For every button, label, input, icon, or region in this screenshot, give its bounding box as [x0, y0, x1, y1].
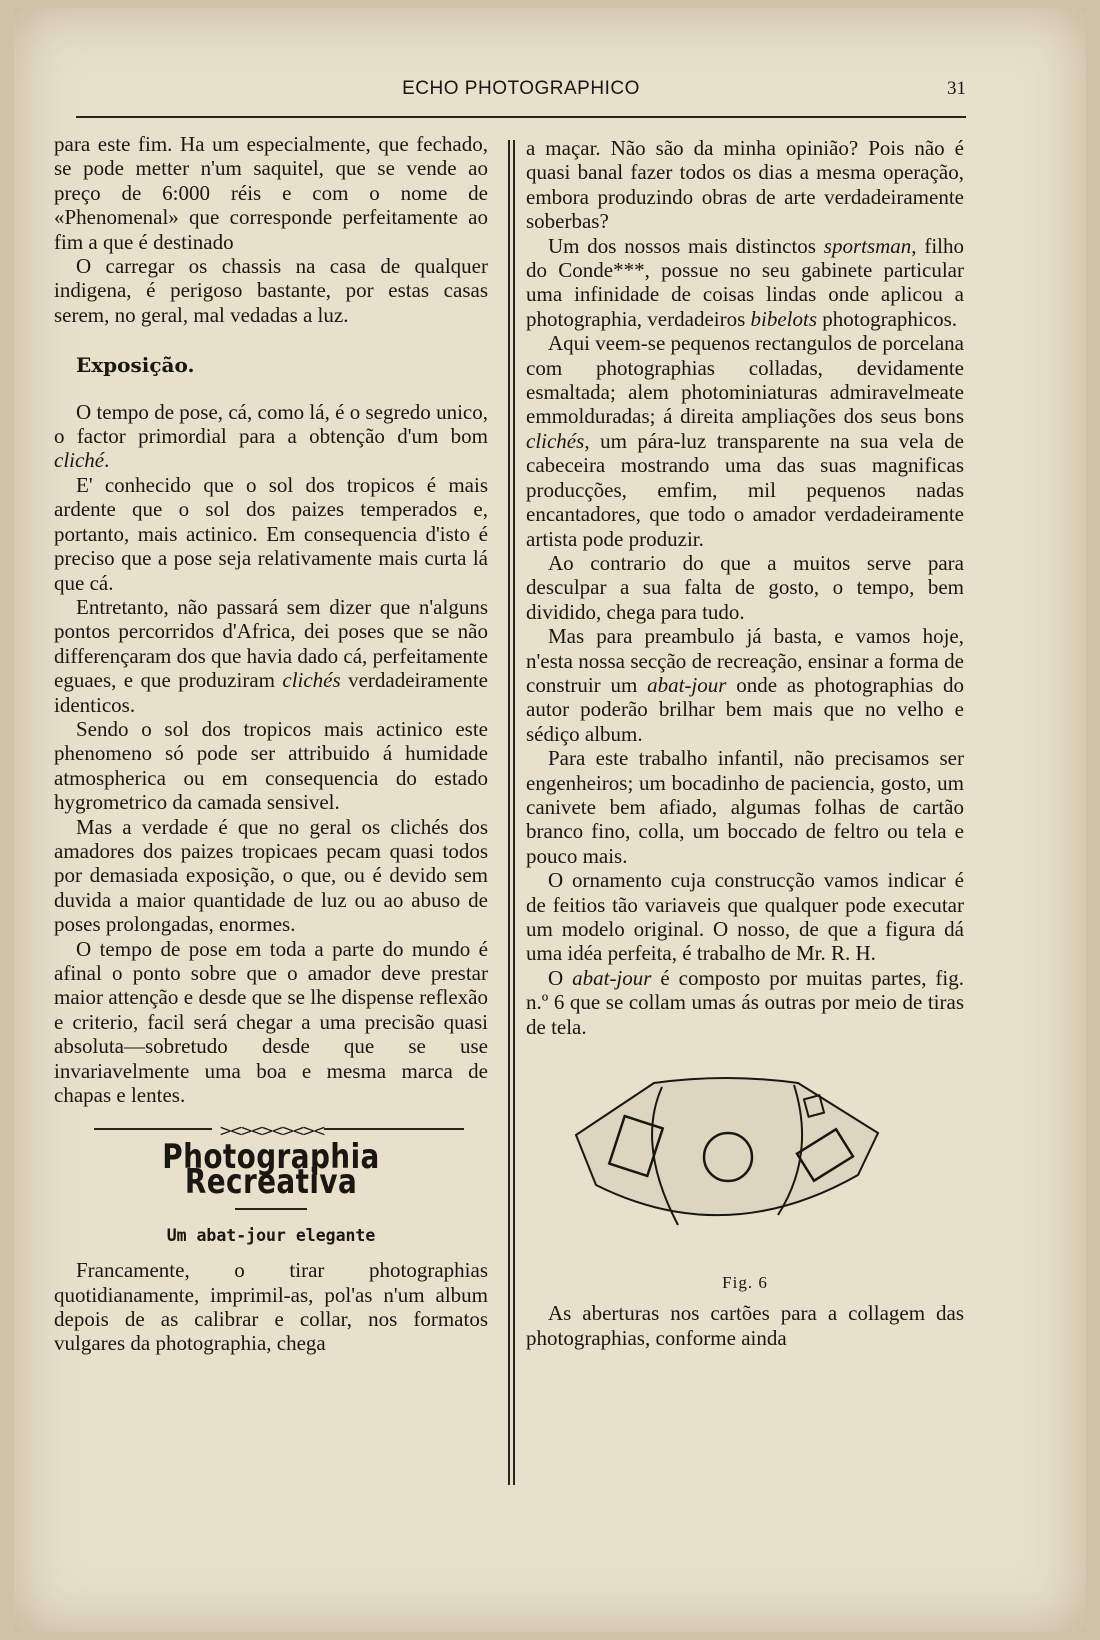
paragraph: Aqui veem-se pequenos rectangulos de porcelana com photographias colladas, devidamente esmaltada; alem photominiaturas admiravelmeate emmolduradas; á direita ampliações dos seus bons clichés, um pára-luz transparente na sua vela de cabeceira mostrando uma das suas magnificas producções, emfim, mil pequenos nadas encantadores, que todo o amador verdadeiramente artista pode produzir. — [526, 331, 964, 551]
paragraph: O carregar os chassis na casa de qualquer indigena, é perigoso bastante, por estas casas serem, no geral, mal vedadas a luz. — [54, 254, 488, 327]
page-number: 31 — [947, 78, 966, 99]
left-column — [54, 132, 488, 1356]
section-heading: Exposição. — [76, 353, 195, 378]
paragraph: a maçar. Não são da minha opinião? Pois não é quasi banal fazer todos os dias a mesma operação, embora produzindo obras de arte verdadeiramente soberbas? — [526, 136, 964, 234]
paragraph: Mas para preambulo já basta, e vamos hoje, n'esta nossa secção de recreação, ensinar a forma de construir um abat-jour onde as photographias do autor poderão brilhar bem mais que no velho e sédiço album. — [526, 624, 964, 746]
running-title: ECHO PHOTOGRAPHICO — [402, 78, 640, 99]
paragraph: Para este trabalho infantil, não precisamos ser engenheiros; um bocadinho de paciencia, gosto, um canivete bem afiado, algumas folhas de cartão branco fino, colla, um boccado de feltro ou tela e pouco mais. — [526, 746, 964, 868]
header-rule — [76, 116, 966, 118]
paragraph: Francamente, o tirar photographias quotidianamente, imprimil-as, pol'as n'um album depois de as calibrar e collar, nos formatos vulgares da photographia, chega — [54, 1258, 488, 1356]
paragraph: O abat-jour é composto por muitas partes, fig. n.º 6 que se collam umas ás outras por meio de tiras de tela. — [526, 965, 964, 1039]
figure-caption: Fig. 6 — [722, 1273, 768, 1293]
paragraph: Um dos nossos mais distinctos sportsman, filho do Conde***, possue no seu gabinete particular uma infinidade de coisas lindas onde aplicou a photographia, verdadeiros bibelots photographicos. — [526, 233, 964, 331]
paragraph: O tempo de pose em toda a parte do mundo é afinal o ponto sobre que o amador deve prestar maior attenção e desde que se lhe dispense reflexão e criterio, facil será chegar a uma precisão quasi absoluta—sobretudo desde que se use invariavelmente uma boa e mesma marca de chapas e lentes. — [54, 936, 488, 1108]
paragraph: E' conhecido que o sol dos tropicos é mais ardente que o sol dos paizes temperados e, portanto, mais actinico. Em consequencia d'isto é preciso que a pose seja relativamente mais curta lá que cá. — [54, 472, 488, 595]
paragraph: Mas a verdade é que no geral os clichés dos amadores dos paizes tropicaes pecam quasi todos por demasiada exposição, o que, ou é devido sem duvida a maior quantidade de luz ou ao abuso de poses prolongadas, enormes. — [54, 814, 488, 937]
column-divider — [513, 140, 515, 1485]
paragraph: Ao contrario do que a muitos serve para desculpar a sua falta de gosto, o tempo, bem dividido, chega para tudo. — [526, 550, 964, 624]
right-column — [526, 136, 964, 1350]
ornamental-divider — [94, 1121, 464, 1141]
paragraph: O ornamento cuja construcção vamos indicar é de feitios tão variaveis que qualquer pode executar um modelo original. O nosso, de que a figura dá uma idéa perfeita, é trabalho de Mr. R. H. — [526, 868, 964, 966]
paragraph: Sendo o sol dos tropicos mais actinico este phenomeno só pode ser attribuido á humidade atmospherica ou em consequencia do estado hygrometrico da camada sensivel. — [54, 716, 488, 815]
column-divider — [508, 140, 510, 1485]
abat-jour-diagram — [566, 1075, 886, 1245]
title-rule — [235, 1208, 307, 1210]
page-header — [76, 70, 966, 110]
figure-abat-jour — [526, 1075, 964, 1275]
article-title: Photographia Recreativa — [162, 1137, 380, 1202]
article-subtitle: Um abat-jour elegante — [166, 1225, 376, 1245]
paragraph: O tempo de pose, cá, como lá, é o segredo unico, o factor primordial para a obtenção d'um bom cliché. — [54, 399, 488, 473]
paragraph: As aberturas nos cartões para a collagem das photographias, conforme ainda — [526, 1301, 964, 1350]
paragraph: para este fim. Ha um especialmente, que fechado, se pode metter n'um saquitel, que se vende ao preço de 6:000 réis e com o nome de «Phenomenal» que corresponde perfeitamente ao fim a que é destinado — [54, 132, 488, 254]
paragraph: Entretanto, não passará sem dizer que n'alguns pontos percorridos d'Africa, dei poses que se não differençaram dos que havia dado cá, perfeitamente eguaes, e que produziram clichés verdadeiramente identicos. — [54, 594, 488, 717]
ornament-icon: ><><><><>< — [219, 1121, 324, 1141]
